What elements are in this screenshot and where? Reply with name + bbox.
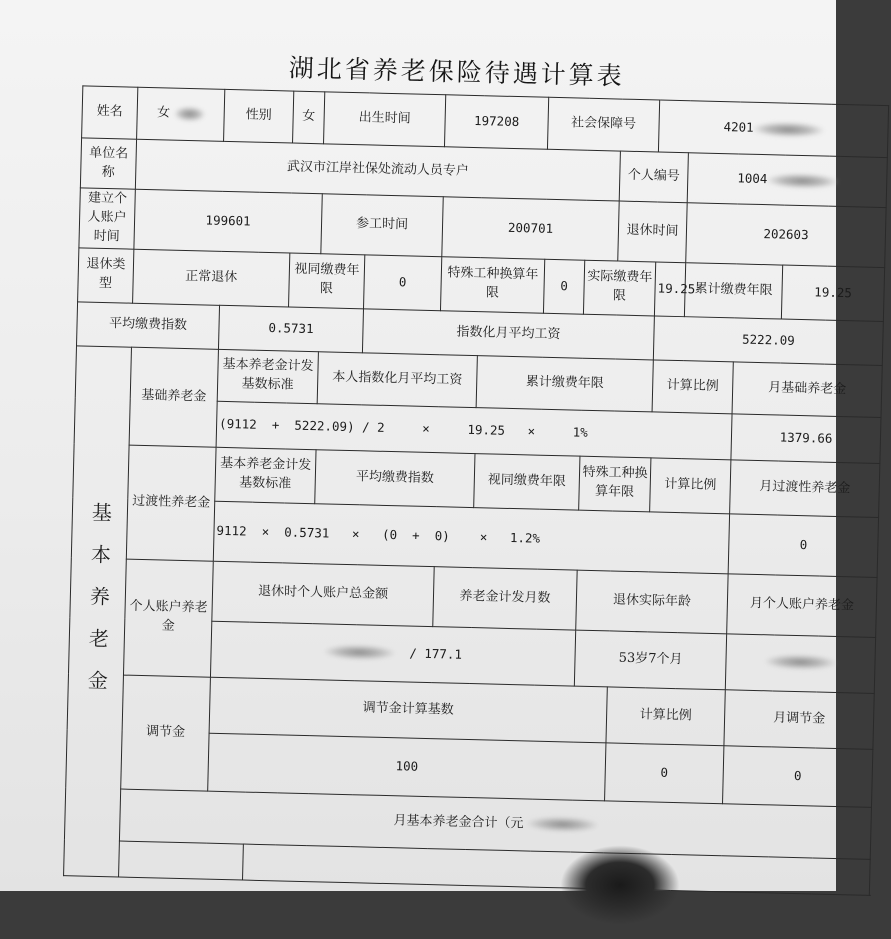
basic-h-ratio: 计算比例 <box>652 359 733 413</box>
basic-h-base: 基本养老金计发基数标准 <box>217 349 318 403</box>
redacted-mark <box>765 654 835 670</box>
adjust-ratio: 0 <box>605 742 724 803</box>
birth-label: 出生时间 <box>324 92 446 147</box>
personal-formula: / 177.1 <box>210 621 575 686</box>
transition-result: 0 <box>728 513 878 577</box>
adjust-label: 调节金 <box>121 675 211 791</box>
join-date-value: 200701 <box>442 197 619 261</box>
redacted-mark <box>527 817 597 833</box>
transition-h-special: 特殊工种换算年限 <box>579 456 651 512</box>
basic-h-monthly: 月基础养老金 <box>732 361 882 417</box>
gender-label: 性别 <box>224 89 294 143</box>
personal-result <box>725 633 875 693</box>
transition-formula: 9112 × 0.5731 × (0 + 0) × 1.2% <box>213 501 729 574</box>
footer-cell <box>119 841 244 880</box>
transition-h-deemed: 视同缴费年限 <box>474 453 580 510</box>
redacted-mark <box>767 173 837 189</box>
retire-type-value: 正常退休 <box>133 249 290 307</box>
personal-id-value: 1004 <box>687 153 887 208</box>
personal-h-age: 退休实际年龄 <box>576 570 728 634</box>
deemed-years-label: 视同缴费年限 <box>289 253 365 309</box>
ssn-value: 4201 <box>658 100 888 158</box>
special-years-value: 0 <box>543 259 584 314</box>
transition-h-monthly: 月过渡性养老金 <box>730 459 880 517</box>
retire-date-value: 202603 <box>686 203 886 267</box>
total-label: 月基本养老金合计（元 <box>119 789 871 859</box>
adjust-h-ratio: 计算比例 <box>606 686 725 745</box>
transition-h-avg-index: 平均缴费指数 <box>315 449 475 507</box>
transition-h-base: 基本养老金计发基数标准 <box>215 447 316 503</box>
ssn-label: 社会保障号 <box>547 97 659 152</box>
personal-h-total: 退休时个人账户总金额 <box>212 561 434 626</box>
actual-years-value: 19.25 <box>654 261 685 316</box>
name-label: 姓名 <box>82 86 138 139</box>
name-value: 女 <box>137 87 225 141</box>
personal-age-value: 53岁7个月 <box>574 630 726 690</box>
special-years-label: 特殊工种换算年限 <box>441 256 545 313</box>
avg-index-label: 平均缴费指数 <box>77 301 220 348</box>
indexed-wage-label: 指数化月平均工资 <box>362 308 654 359</box>
basic-pension-label: 基础养老金 <box>129 347 218 447</box>
join-date-label: 参工时间 <box>321 194 443 256</box>
avg-index-value: 0.5731 <box>218 305 363 353</box>
transition-pension-label: 过渡性养老金 <box>126 445 216 561</box>
redacted-mark <box>753 122 823 138</box>
basic-formula: (9112 + 5222.09) / 2 × 19.25 × 1% <box>216 401 732 460</box>
cumulative-years-label: 累计缴费年限 <box>684 262 782 318</box>
unit-value: 武汉市江岸社保处流动人员专户 <box>135 139 620 201</box>
basic-h-indexed-wage: 本人指数化月平均工资 <box>317 351 477 407</box>
photo-shadow <box>560 845 680 925</box>
account-date-value: 199601 <box>134 189 322 253</box>
section-label-text: 基本养老金 <box>83 501 113 713</box>
redacted-mark <box>324 645 394 661</box>
adjust-result: 0 <box>723 745 873 807</box>
retire-type-label: 退休类型 <box>78 247 134 302</box>
redacted-mark <box>174 106 204 121</box>
pension-calculation-table <box>63 85 889 895</box>
cumulative-years-value: 19.25 <box>781 265 884 321</box>
basic-h-cum-years: 累计缴费年限 <box>476 355 653 411</box>
transition-h-ratio: 计算比例 <box>650 457 731 513</box>
page-title: 湖北省养老保险待遇计算表 <box>288 53 626 91</box>
pension-form-sheet <box>4 18 866 938</box>
account-date-label: 建立个人账户时间 <box>79 188 135 249</box>
adjust-h-base: 调节金计算基数 <box>209 677 607 743</box>
deemed-years-value: 0 <box>364 254 442 310</box>
adjust-h-monthly: 月调节金 <box>724 689 874 749</box>
indexed-wage-value: 5222.09 <box>653 315 883 365</box>
personal-pension-label: 个人账户养老金 <box>123 559 213 677</box>
basic-result: 1379.66 <box>731 413 881 463</box>
birth-value: 197208 <box>445 95 549 150</box>
personal-id-label: 个人编号 <box>619 151 688 203</box>
adjust-base: 100 <box>208 733 606 801</box>
personal-h-monthly: 月个人账户养老金 <box>727 573 877 637</box>
personal-h-months: 养老金计发月数 <box>433 566 577 629</box>
unit-label: 单位名称 <box>80 138 136 189</box>
retire-date-label: 退休时间 <box>618 201 687 262</box>
actual-years-label: 实际缴费年限 <box>583 260 655 316</box>
gender-value: 女 <box>293 91 325 144</box>
